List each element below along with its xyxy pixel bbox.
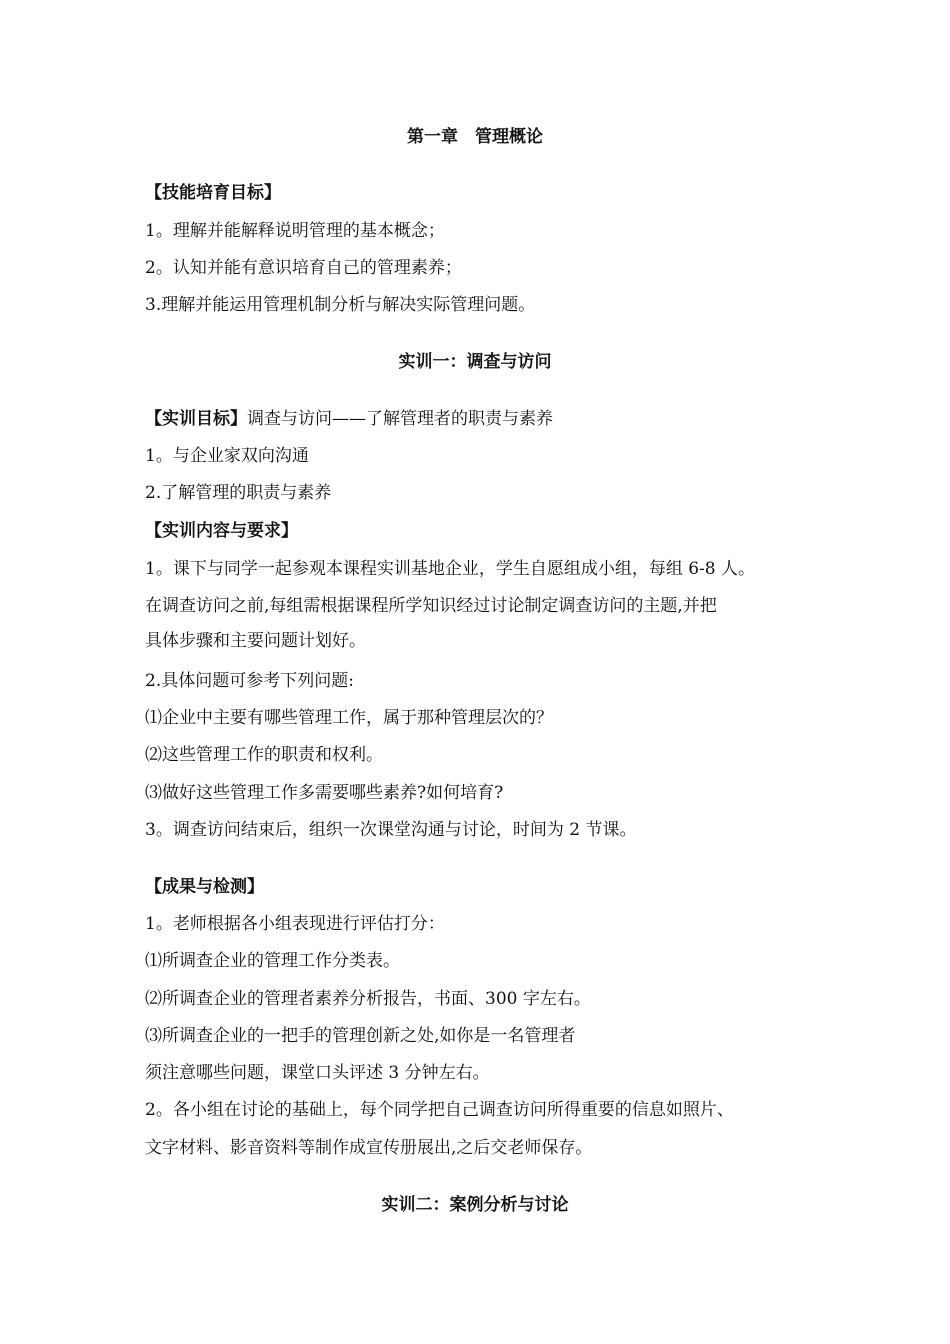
- training1-results-line: ⑶所调查企业的一把手的管理创新之处,如你是一名管理者: [145, 1026, 576, 1046]
- training1-results-line: 须注意哪些问题，课堂口头评述 3 分钟左右。: [145, 1063, 490, 1083]
- training1-content-line: 3。调查访问结束后，组织一次课堂沟通与讨论，时间为 2 节课。: [145, 820, 637, 840]
- skills-heading: 【技能培育目标】: [145, 183, 281, 203]
- training1-content-heading: 【实训内容与要求】: [145, 521, 298, 541]
- training1-results-line: 文字材料、影音资料等制作成宣传册展出,之后交老师保存。: [145, 1138, 593, 1158]
- training1-content-line: 在调查访问之前,每组需根据课程所学知识经过讨论制定调查访问的主题,并把: [145, 596, 717, 616]
- skills-item: 1。理解并能解释说明管理的基本概念；: [145, 221, 445, 241]
- training1-content-line: 1。课下与同学一起参观本课程实训基地企业，学生自愿组成小组，每组 6-8 人。: [145, 559, 755, 579]
- training1-title: 实训一：调查与访问: [398, 352, 552, 372]
- chapter-title: 第一章 管理概论: [407, 127, 543, 147]
- training1-results-line: ⑴所调查企业的管理工作分类表。: [145, 951, 400, 971]
- training1-goal-item: 1。与企业家双向沟通: [145, 446, 309, 466]
- training1-results-heading: 【成果与检测】: [145, 877, 264, 897]
- training1-content-line: 2.具体问题可参考下列问题:: [145, 671, 354, 691]
- training1-content-line: ⑶做好这些管理工作多需要哪些素养?如何培育?: [145, 783, 504, 803]
- training1-goal-heading: 【实训目标】: [145, 409, 247, 429]
- training1-content-line: ⑵这些管理工作的职责和权利。: [145, 745, 383, 765]
- training1-results-line: 1。老师根据各小组表现进行评估打分：: [145, 914, 445, 934]
- training1-content-line: 具体步骤和主要问题计划好。: [145, 631, 366, 651]
- training1-goal-item: 2.了解管理的职责与素养: [145, 483, 332, 503]
- training2-title: 实训二：案例分析与讨论: [381, 1195, 569, 1215]
- training1-goal-text: 调查与访问——了解管理者的职责与素养: [247, 409, 553, 429]
- training1-results-line: 2。各小组在讨论的基础上，每个同学把自己调查访问所得重要的信息如照片、: [145, 1100, 734, 1120]
- skills-item: 3.理解并能运用管理机制分析与解决实际管理问题。: [145, 295, 536, 315]
- training1-content-line: ⑴企业中主要有哪些管理工作，属于那种管理层次的？: [145, 708, 553, 728]
- training1-results-line: ⑵所调查企业的管理者素养分析报告，书面、300 字左右。: [145, 989, 591, 1009]
- skills-item: 2。认知并能有意识培育自己的管理素养；: [145, 258, 462, 278]
- training1-goal: [145, 408, 553, 430]
